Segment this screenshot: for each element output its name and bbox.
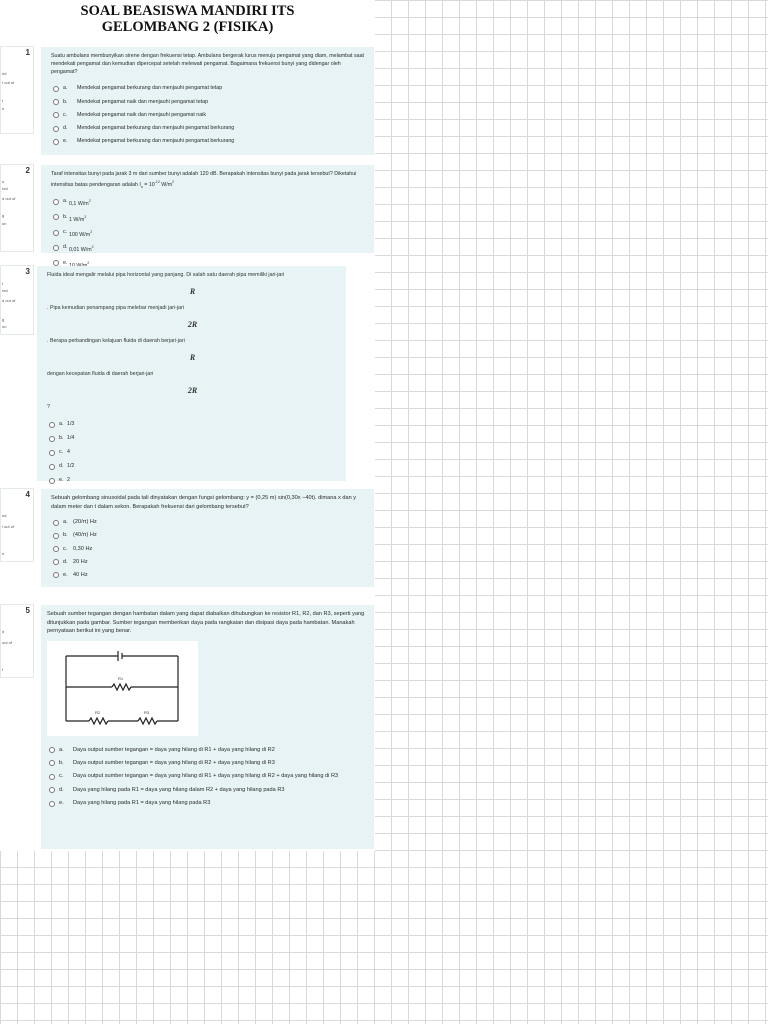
question-text: Suatu ambulans membunyikan sirene dengan frekuensi tetap. Ambulans bergerak lurus menuju pengamat yang diam, melambat saat mendekati pengamat dan kemudian dipercepat setelah melewati pengamat. Bagaimana frekuensi bunyi yang didengar oleh pengamat?	[51, 53, 364, 75]
radio-button[interactable]	[53, 533, 59, 539]
question-text: ?	[47, 404, 50, 410]
info-text: out of	[2, 640, 13, 645]
option-b[interactable]	[51, 213, 366, 224]
radio-button[interactable]	[49, 450, 55, 456]
option-e[interactable]	[47, 476, 338, 484]
option-label: e.	[59, 477, 64, 483]
option-label: c.	[63, 111, 68, 118]
option-label: b.	[59, 435, 64, 441]
info-text: t	[2, 98, 4, 103]
superscript: 2	[172, 180, 175, 184]
option-label: c.	[63, 229, 68, 236]
question-4-info	[0, 488, 34, 562]
option-text: 100 W/m	[69, 231, 91, 238]
option-label: d.	[63, 558, 68, 565]
option-a[interactable]	[51, 84, 366, 92]
question-4-card	[41, 489, 374, 587]
option-label: b.	[63, 532, 68, 539]
r3-label: R3	[144, 709, 150, 715]
question-text-part: = 10	[142, 181, 155, 188]
option-b[interactable]	[47, 434, 338, 442]
option-label: e.	[63, 138, 68, 145]
option-text: Mendekat pengamat naik dan menjauhi pengamat tetap	[77, 98, 209, 105]
option-text: 1 W/m	[69, 216, 85, 223]
radio-button[interactable]	[53, 199, 59, 205]
info-text: d out of	[2, 196, 16, 201]
superscript: 2	[84, 214, 87, 219]
option-e[interactable]	[47, 799, 366, 807]
circuit-diagram	[47, 641, 198, 736]
option-c[interactable]	[47, 772, 366, 780]
option-e[interactable]	[51, 571, 366, 579]
option-label: b.	[59, 759, 64, 766]
radio-button[interactable]	[49, 787, 55, 793]
info-text: on	[2, 221, 7, 226]
question-text-part: Taraf intensitas bunyi pada jarak 3 m dari sumber bunyi adalah 120 dB. Berapakah intensitas bunyi pada jarak tersebut? Diketahui intensitas batas pendengaran adalah I	[51, 171, 357, 188]
question-text: Sebuah sumber tegangan dengan hambatan dalam yang dapat diabaikan dihubungkan ke resistor R1, R2, dan R3, seperti yang ditunjukkan pada gambar. Sumber tegangan memberikan daya pada rangkaian dan disipasi daya pada hambatan. Manakah pernyataan berikut ini yang benar.	[47, 611, 365, 634]
option-label: a.	[59, 746, 64, 753]
option-text: 0,01 W/m	[69, 247, 92, 254]
radio-button[interactable]	[53, 546, 59, 552]
question-text: Sebuah gelombang sinusoidal pada tali dinyatakan dengan fungsi gelombang: y = (0,25 m) sin(0,30x −40t). dimana x dan y dalam meter dan t dalam sekon. Berapakah frekuensi dari gelombang tersebut?	[51, 495, 357, 510]
option-text: 1/2	[67, 463, 75, 469]
option-a[interactable]	[47, 746, 366, 754]
question-2-info	[0, 164, 34, 252]
option-e[interactable]	[51, 137, 366, 145]
option-label: a.	[63, 85, 68, 92]
option-d[interactable]	[47, 786, 366, 794]
info-text: n	[2, 551, 5, 556]
info-text: t out of	[2, 80, 15, 85]
option-text: 1/3	[67, 421, 75, 427]
info-text: t	[2, 667, 4, 672]
option-text: Mendekat pengamat berkurang dan menjauhi pengamat tetap	[77, 85, 223, 92]
radio-button[interactable]	[53, 112, 59, 118]
option-text: (20/π) Hz	[73, 519, 97, 526]
option-label: d.	[63, 244, 68, 251]
question-text: dengan kecepatan fluida di daerah berjari-jari	[47, 371, 154, 377]
question-1-info	[0, 46, 34, 134]
r2-label: R2	[95, 709, 101, 715]
option-c[interactable]	[51, 545, 366, 553]
question-3-card	[37, 266, 346, 481]
option-label: e.	[63, 571, 68, 578]
superscript: 2	[87, 260, 90, 265]
title-line-1: SOAL BEASISWA MANDIRI ITS	[80, 3, 295, 19]
option-a[interactable]	[51, 197, 366, 208]
question-text: . Pipa kemudian penampang pipa melebar menjadi jari-jari	[47, 305, 184, 311]
radio-button[interactable]	[49, 436, 55, 442]
option-text: 0,1 W/m	[69, 201, 89, 208]
radio-button[interactable]	[53, 559, 59, 565]
math-expression: 2R	[187, 386, 198, 395]
option-label: e.	[59, 800, 64, 807]
question-number: 4	[25, 490, 30, 499]
option-text: 4	[67, 449, 70, 455]
question-1-card	[41, 47, 374, 155]
info-text: l out of	[2, 524, 15, 529]
question-text	[51, 170, 366, 191]
question-number: 1	[25, 48, 30, 57]
option-text: Daya yang hilang pada R1 = daya yang hilang dalam R2 + daya yang hilang pada R3	[73, 786, 285, 793]
option-text: Daya output sumber tegangan = daya yang hilang di R1 + daya yang hilang di R2	[73, 746, 275, 753]
info-text: ed	[2, 71, 7, 76]
option-text: Daya output sumber tegangan = daya yang hilang di R1 + daya yang hilang di R2 + daya yang hilang di R3	[73, 773, 339, 780]
question-text: . Berapa perbandingan kelajuan fluida di daerah berjari-jari	[47, 338, 185, 344]
question-2-card	[41, 165, 374, 266]
info-text: red	[2, 288, 8, 293]
option-text: Mendekat pengamat berkurang dan menjauhi pengamat berkurang	[77, 125, 235, 132]
option-label: a.	[63, 519, 68, 526]
radio-button[interactable]	[53, 139, 59, 145]
option-d[interactable]	[51, 558, 366, 566]
radio-button[interactable]	[53, 214, 59, 220]
r1-label: R1	[118, 675, 124, 681]
option-b[interactable]	[51, 98, 366, 106]
superscript: 2	[88, 199, 91, 204]
info-text: t	[2, 281, 4, 286]
radio-button[interactable]	[49, 747, 55, 753]
option-c[interactable]	[51, 228, 366, 239]
option-text: 2	[67, 477, 70, 483]
option-label: c.	[59, 773, 64, 780]
math-expression: R	[189, 353, 196, 362]
radio-button[interactable]	[53, 572, 59, 578]
radio-button[interactable]	[53, 230, 59, 236]
option-text: Mendekat pengamat berkurang dan menjauhi pengamat berkurang	[77, 138, 235, 145]
info-text: red	[2, 186, 8, 191]
option-c[interactable]	[51, 111, 366, 119]
radio-button[interactable]	[53, 245, 59, 251]
option-text: Daya yang hilang pada R1 = daya yang hilang pada R3	[73, 800, 211, 807]
radio-button[interactable]	[49, 774, 55, 780]
question-number: 3	[25, 267, 30, 276]
radio-button[interactable]	[53, 99, 59, 105]
question-text-part: W/m	[159, 181, 173, 188]
option-d[interactable]	[51, 124, 366, 132]
radio-button[interactable]	[53, 86, 59, 92]
option-label: d.	[59, 786, 64, 793]
option-d[interactable]	[51, 243, 366, 254]
option-text: Daya output sumber tegangan = daya yang hilang di R2 + daya yang hilang di R3	[73, 759, 275, 766]
question-3-info	[0, 265, 34, 335]
superscript: -12	[154, 180, 160, 184]
option-label: e.	[63, 259, 68, 266]
radio-button[interactable]	[53, 126, 59, 132]
option-label: c.	[59, 449, 64, 455]
info-text: n	[2, 106, 5, 111]
math-expression: R	[189, 287, 196, 296]
question-number: 5	[25, 606, 30, 615]
page-title	[0, 3, 375, 35]
option-label: b.	[63, 213, 68, 220]
radio-button[interactable]	[49, 801, 55, 807]
option-text: 1/4	[67, 435, 75, 441]
circuit-svg	[47, 641, 198, 736]
option-label: a.	[63, 198, 68, 205]
option-a[interactable]	[51, 518, 366, 526]
option-text: (40/π) Hz	[73, 532, 97, 539]
option-b[interactable]	[51, 531, 366, 539]
info-text: ed	[2, 513, 7, 518]
superscript: 2	[91, 245, 94, 250]
option-label: c.	[63, 545, 68, 552]
info-text: on	[2, 324, 7, 329]
option-label: d.	[63, 125, 68, 132]
option-label: b.	[63, 98, 68, 105]
info-text: d	[2, 629, 5, 634]
title-line-2: GELOMBANG 2 (FISIKA)	[101, 19, 274, 35]
question-5-info	[0, 604, 34, 678]
radio-button[interactable]	[53, 520, 59, 526]
info-text: d out of	[2, 298, 16, 303]
option-label: a.	[59, 421, 64, 427]
info-text: g	[2, 317, 5, 322]
subscript: o	[140, 184, 143, 189]
info-text: n	[2, 179, 5, 184]
option-text: 40 Hz	[73, 571, 88, 578]
option-text: 20 Hz	[73, 558, 88, 565]
option-c[interactable]	[47, 448, 338, 456]
superscript: 2	[90, 230, 93, 235]
question-number: 2	[25, 166, 30, 175]
radio-button[interactable]	[49, 464, 55, 470]
option-text: 0,30 Hz	[73, 545, 93, 552]
question-text: Fluida ideal mengalir melalui pipa horizontal yang panjang. Di salah satu daerah pipa memiliki jari-jari	[47, 272, 285, 278]
radio-button[interactable]	[49, 760, 55, 766]
option-b[interactable]	[47, 759, 366, 767]
question-5-card	[41, 605, 374, 849]
radio-button[interactable]	[49, 478, 55, 484]
option-label: d.	[59, 463, 64, 469]
math-expression: 2R	[187, 320, 198, 329]
info-text: g	[2, 213, 5, 218]
option-a[interactable]	[47, 420, 338, 428]
option-d[interactable]	[47, 462, 338, 470]
option-text: Mendekat pengamat naik dan menjauhi pengamat naik	[77, 111, 206, 118]
radio-button[interactable]	[49, 422, 55, 428]
